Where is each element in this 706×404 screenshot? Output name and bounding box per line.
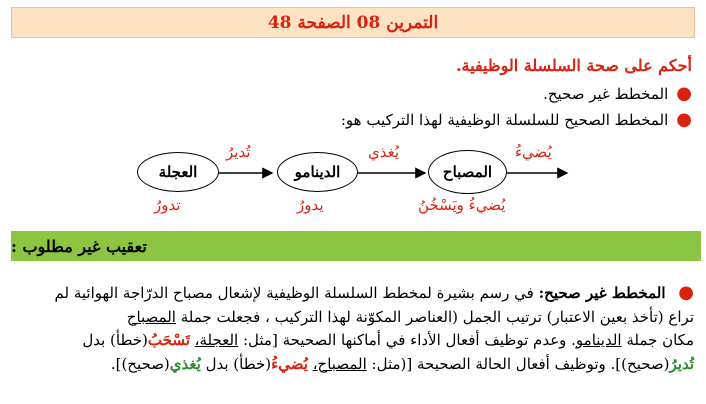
bullet-dot-icon: ● — [676, 109, 692, 130]
comment-line-4-end: (صحيح)]. — [110, 354, 170, 373]
comment-term-dynamo: الدينامو — [575, 331, 622, 349]
arrow-label-turns: تُديرُ — [226, 143, 251, 161]
node-dynamo — [277, 152, 358, 192]
task-heading: أحكم على صحة السلسلة الوظيفية. — [455, 56, 692, 75]
comment-wrong-state: يُضيءُ — [271, 354, 308, 373]
comment-line-2: تراع (تأخذ بعين الاعتبار) ترتيب الجمل (العناصر المكوّنة لهذا التركيب ، فجعلت جملة — [180, 307, 694, 326]
exercise-title: التمرين 08 الصفحة 48 — [267, 12, 439, 33]
node-state-wheel: تدورُ — [154, 196, 181, 214]
comment-wrong-verb: تَسْحَبُ — [147, 331, 190, 349]
comment-term-lamp-2: المصباح، — [312, 354, 367, 373]
node-lamp-label: المصباح — [442, 163, 493, 181]
node-dynamo-label: الدينامو — [294, 163, 341, 181]
comment-term-wheel: العجلة، — [194, 331, 239, 349]
node-wheel-label: العجلة — [158, 163, 198, 181]
node-state-dynamo: يدورُ — [297, 196, 324, 214]
comment-right-state: يُغذي — [169, 354, 201, 373]
comment-line-3-end: (خطأ) بدل — [82, 331, 148, 349]
comment-term-lamp: المصباح — [126, 307, 176, 326]
comment-line-4-mid: (خطأ) بدل — [205, 354, 272, 373]
comment-line-1: في رسم بشيرة لمخطط السلسلة الوظيفية لإشعال مصباح الدرّاجة الهوائية لم — [54, 284, 534, 302]
comment-heading: تعقيب غير مطلوب : — [11, 236, 147, 256]
node-state-lamp: يُضيءُ ويَسْخُنُ — [418, 196, 506, 214]
comment-right-verb: تُديرُ — [669, 354, 694, 373]
comment-lead: المخطط غير صحيح: — [538, 284, 666, 302]
bullet-text: المخطط الصحيح للسلسلة الوظيفية لهذا التركيب هو: — [340, 111, 669, 129]
node-lamp — [428, 150, 507, 194]
node-wheel — [137, 152, 219, 192]
comment-line-3: مكان جملة — [626, 331, 694, 349]
comment-line-4: (صحيح)]. وتوظيف أفعال الحالة الصحيحة [(مثل: — [371, 354, 670, 373]
comment-bar — [11, 231, 701, 261]
comment-line-3-cont: . وعدم توظيف أفعال الأداء في أماكنها الصحيحة [مثل: — [242, 331, 576, 349]
bullet-dot-icon: ● — [676, 83, 692, 104]
bullet-dot-icon: ● — [678, 282, 694, 303]
arrow-label-lights: يُضيءُ — [515, 143, 552, 161]
arrow-label-feeds: يُغذي — [368, 143, 400, 161]
comment-paragraph — [10, 282, 694, 376]
bullet-text: المخطط غير صحيح. — [543, 85, 669, 103]
